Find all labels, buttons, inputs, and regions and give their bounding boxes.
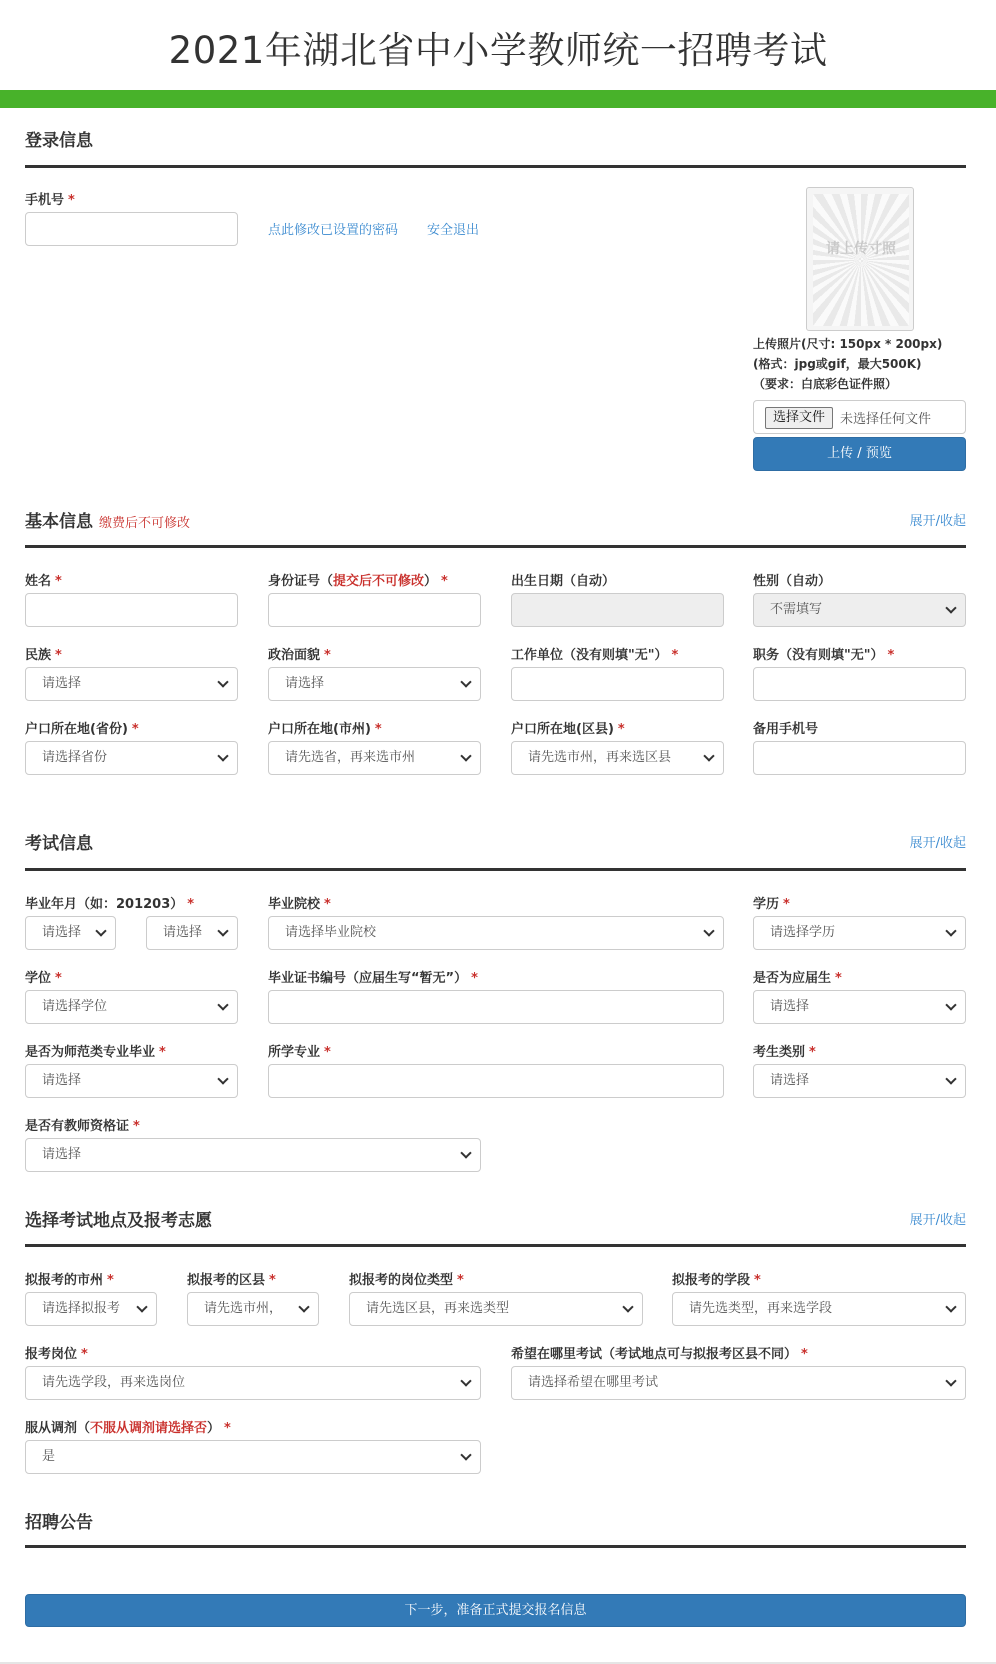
chevron-down-icon [217,676,228,687]
cert-no-input[interactable] [268,990,724,1024]
hukou-county-select[interactable]: 请先选市州，再来选区县 [511,741,724,775]
adjust-label: 服从调剂（不服从调剂请选择否） * [25,1421,231,1436]
ethnic-label: 民族 * [25,648,62,663]
photo-file-input[interactable] [753,400,966,434]
backup-phone-label: 备用手机号 [753,722,819,737]
chevron-down-icon [95,925,106,936]
name-label: 姓名 * [25,574,62,589]
section-title-login: 登录信息 [25,131,93,151]
section-title-exam: 考试信息 [25,834,93,854]
exam-county-select[interactable]: 请先选市州， [187,1292,319,1326]
chevron-down-icon [945,1073,956,1084]
work-input[interactable] [511,667,724,701]
degree-label: 学位 * [25,971,62,986]
id-input[interactable] [268,593,481,627]
chevron-down-icon [945,925,956,936]
chevron-down-icon [460,1147,471,1158]
normal-major-label: 是否为师范类专业毕业 * [25,1045,166,1060]
hukou-province-select[interactable]: 请选择省份 [25,741,238,775]
chevron-down-icon [217,1073,228,1084]
phone-label: 手机号 * [25,193,75,208]
backup-phone-input[interactable] [753,741,966,775]
grad-year-select[interactable]: 请选择 [25,916,116,950]
birth-label: 出生日期（自动） [511,574,616,589]
section-divider [25,545,966,548]
section-divider [25,868,966,871]
photo-preview [806,187,914,331]
chevron-down-icon [945,1301,956,1312]
ethnic-select[interactable]: 请选择 [25,667,238,701]
hukou-province-label: 户口所在地(省份) * [25,722,139,737]
post-type-label: 拟报考的岗位类型 * [349,1273,464,1288]
chevron-down-icon [217,750,228,761]
gender-label: 性别（自动） [753,574,832,589]
exam-county-label: 拟报考的区县 * [187,1273,276,1288]
logout-link[interactable]: 安全退出 [427,223,480,238]
degree-select[interactable]: 请选择学位 [25,990,238,1024]
chevron-down-icon [460,1375,471,1386]
birth-input [511,593,724,627]
stage-select[interactable]: 请先选类型，再来选学段 [672,1292,966,1326]
hukou-city-label: 户口所在地(市州) * [268,722,382,737]
work-label: 工作单位（没有则填"无"） * [511,648,679,663]
photo-requirement-info: （要求：白底彩色证件照） [753,377,898,391]
normal-major-select[interactable]: 请选择 [25,1064,238,1098]
chevron-down-icon [703,750,714,761]
chevron-down-icon [460,1449,471,1460]
gender-select: 不需填写 [753,593,966,627]
photo-format-info: (格式：jpg或gif，最大500K) [753,357,922,371]
chevron-down-icon [945,999,956,1010]
chevron-down-icon [945,1375,956,1386]
chevron-down-icon [460,676,471,687]
chevron-down-icon [460,750,471,761]
job-label: 职务（没有则填"无"） * [753,648,895,663]
grad-month-select[interactable]: 请选择 [146,916,238,950]
post-type-select[interactable]: 请先选区县，再来选类型 [349,1292,643,1326]
job-input[interactable] [753,667,966,701]
chevron-down-icon [217,925,228,936]
photo-placeholder-text: 请上传寸照 [826,241,896,257]
exam-place-label: 希望在哪里考试（考试地点可与拟报考区县不同） * [511,1347,808,1362]
exam-place-select[interactable]: 请选择希望在哪里考试 [511,1366,966,1400]
grad-date-label: 毕业年月（如：201203） * [25,897,195,912]
stage-label: 拟报考的学段 * [672,1273,761,1288]
toggle-basic[interactable]: 展开/收起 [909,514,966,529]
fresh-graduate-select[interactable]: 请选择 [753,990,966,1024]
hukou-city-select[interactable]: 请先选省，再来选市州 [268,741,481,775]
choose-file-button[interactable]: 选择文件 [765,407,833,429]
photo-placeholder-icon [813,194,909,326]
chevron-down-icon [703,925,714,936]
chevron-down-icon [136,1301,147,1312]
section-divider [25,1545,966,1548]
major-input[interactable] [268,1064,724,1098]
section-title-location: 选择考试地点及报考志愿 [25,1211,212,1231]
exam-city-label: 拟报考的市州 * [25,1273,114,1288]
education-label: 学历 * [753,897,790,912]
school-label: 毕业院校 * [268,897,331,912]
toggle-exam[interactable]: 展开/收起 [909,836,966,851]
section-divider [25,165,966,168]
post-label: 报考岗位 * [25,1347,88,1362]
section-divider [25,1244,966,1247]
education-select[interactable]: 请选择学历 [753,916,966,950]
chevron-down-icon [945,602,956,613]
name-input[interactable] [25,593,238,627]
section-title-basic: 基本信息 缴费后不可修改 [25,512,191,532]
political-label: 政治面貌 * [268,648,331,663]
header-bar [0,90,996,108]
category-select[interactable]: 请选择 [753,1064,966,1098]
upload-preview-button[interactable]: 上传 / 预览 [753,437,966,471]
post-select[interactable]: 请先选学段，再来选岗位 [25,1366,481,1400]
cert-no-label: 毕业证书编号（应届生写“暂无”） * [268,971,478,986]
toggle-location[interactable]: 展开/收起 [909,1213,966,1228]
chevron-down-icon [217,999,228,1010]
hukou-county-label: 户口所在地(区县) * [511,722,625,737]
fresh-graduate-label: 是否为应届生 * [753,971,842,986]
category-label: 考生类别 * [753,1045,816,1060]
teacher-cert-label: 是否有教师资格证 * [25,1119,140,1134]
chevron-down-icon [622,1301,633,1312]
photo-size-info: 上传照片(尺寸: 150px * 200px) [753,337,943,351]
change-password-link[interactable]: 点此修改已设置的密码 [268,223,399,238]
exam-city-select[interactable]: 请选择拟报考 [25,1292,157,1326]
teacher-cert-select[interactable]: 请选择 [25,1138,481,1172]
political-select[interactable]: 请选择 [268,667,481,701]
section-title-notice: 招聘公告 [25,1513,93,1533]
file-status: 未选择任何文件 [840,412,932,427]
page-title: 2021年湖北省中小学教师统一招聘考试 [168,29,828,72]
major-label: 所学专业 * [268,1045,331,1060]
phone-input[interactable] [25,212,238,246]
id-label: 身份证号（提交后不可修改） * [268,574,448,589]
next-step-button[interactable]: 下一步，准备正式提交报名信息 [25,1594,966,1627]
chevron-down-icon [298,1301,309,1312]
adjust-select[interactable]: 是 [25,1440,481,1474]
school-select[interactable]: 请选择毕业院校 [268,916,724,950]
